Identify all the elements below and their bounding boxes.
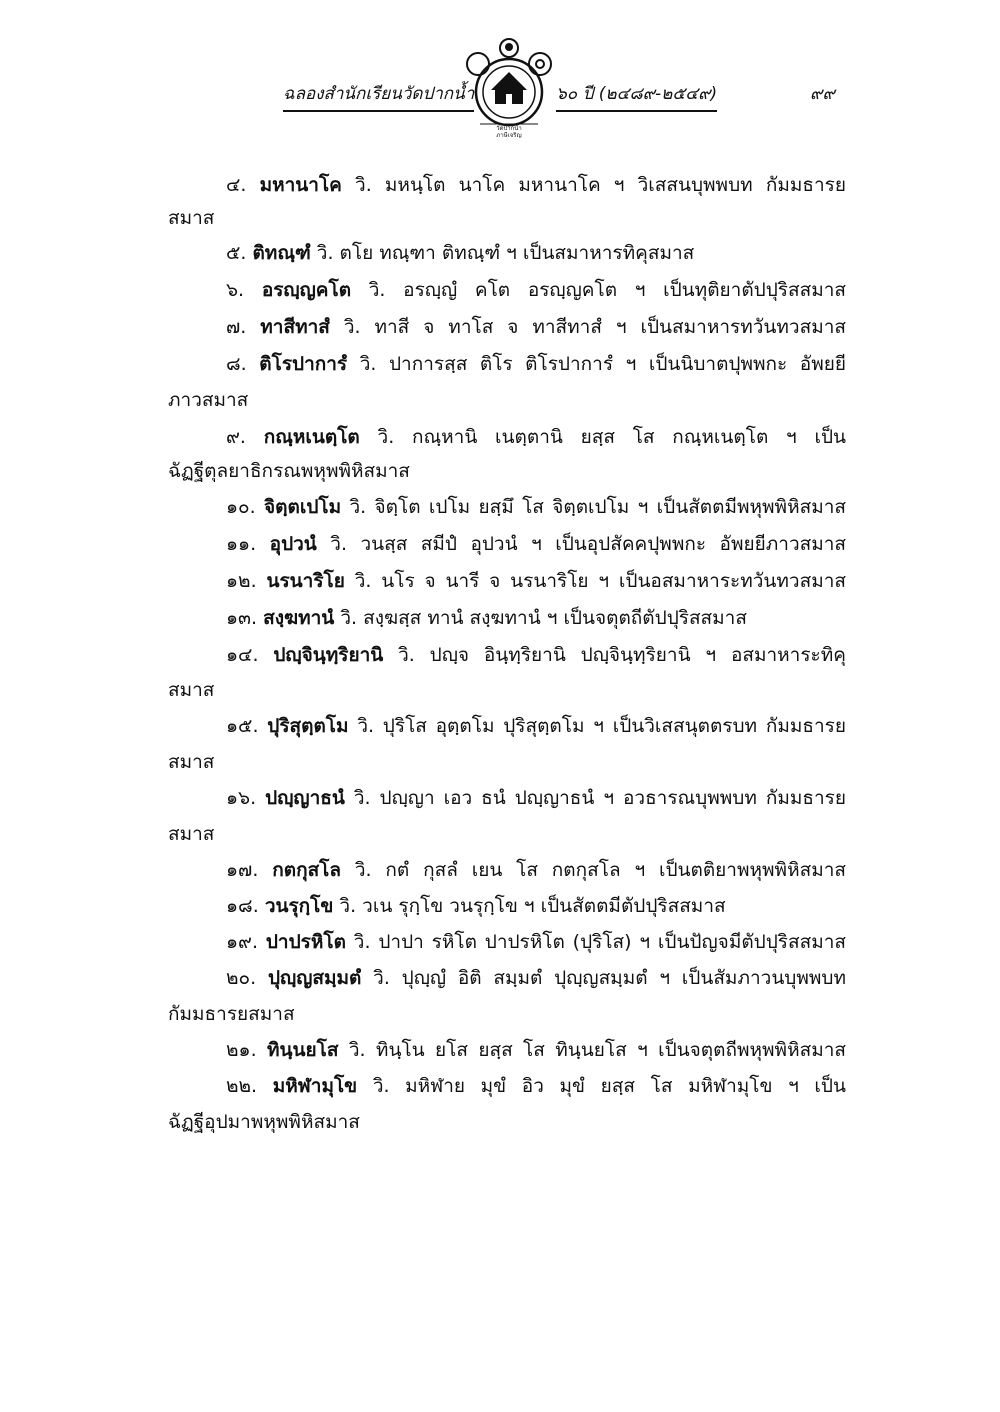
entry-headword: ทินฺนยโส <box>267 1039 339 1061</box>
entry-analysis: วิ. วเน รุกฺโข วนรุกฺโข ฯ เป็นสัตตมีตัปปุริสสมาส <box>339 895 726 917</box>
entry-number: ๔. <box>226 174 247 196</box>
entry-headword: จิตฺตเปโม <box>264 496 342 518</box>
running-header-years: ๖๐ ปี (๒๔๘๙-๒๕๔๙) <box>556 80 717 112</box>
entry-number: ๖. <box>226 279 245 301</box>
entry-number: ๑๙. <box>226 931 259 953</box>
entry-continuation: ฉัฏฐีตุลยาธิกรณพหุพพิหิสมาส <box>168 460 410 482</box>
entry-analysis: วิ. กณฺหานิ เนตฺตานิ ยสฺส โส กณฺหเนตฺโต ฯ เป็น <box>377 426 847 448</box>
entry-analysis: วิ. จิตฺโต เปโม ยสฺมึ โส จิตฺตเปโม ฯ เป็นสัตตมีพหุพพิหิสมาส <box>349 496 846 518</box>
entry-headword: ปญฺจินฺทฺริยานิ <box>273 644 384 666</box>
entry-number: ๑๔. <box>226 644 259 666</box>
entry-number: ๑๕. <box>226 715 259 737</box>
entry-analysis: วิ. วนสฺส สมีปํ อุปวนํ ฯ เป็นอุปสัคคปุพพกะ อัพยยีภาวสมาส <box>330 533 846 555</box>
entry-headword: อุปวนํ <box>269 533 317 555</box>
entry-line <box>226 711 846 741</box>
entry-line <box>226 783 846 813</box>
entry-continuation: สมาส <box>168 751 215 773</box>
entry-line <box>226 566 846 596</box>
entry-headword: มหานาโค <box>259 174 342 196</box>
entry-analysis: วิ. กตํ กุสลํ เยน โส กตกุสโล ฯ เป็นตติยาพหุพพิหิสมาส <box>354 859 846 881</box>
entry-headword: ปญฺญาธนํ <box>265 787 345 809</box>
entry-analysis: วิ. ปุริโส อุตฺตโม ปุริสุตฺตโม ฯ เป็นวิเสสนุตตรบท กัมมธารย <box>357 715 846 737</box>
entry-analysis: วิ. มหนฺโต นาโค มหานาโค ฯ วิเสสนบุพพบท กัมมธารย <box>355 174 846 196</box>
entry-headword: วนรุกฺโข <box>264 895 334 917</box>
entry-line <box>226 312 846 342</box>
entry-line <box>226 349 846 379</box>
entry-continuation: กัมมธารยสมาส <box>168 1003 295 1025</box>
entry-analysis: วิ. มหิฬาย มุขํ อิว มุขํ ยสฺส โส มหิฬามุโข ฯ เป็น <box>372 1075 846 1097</box>
entry-line <box>226 963 846 993</box>
entry-continuation: สมาส <box>168 207 215 229</box>
entry-number: ๑๘. <box>226 895 259 917</box>
entry-number: ๑๒. <box>226 570 257 592</box>
temple-seal-emblem <box>462 34 556 138</box>
entry-analysis: วิ. อรญฺญํ คโต อรญฺญคโต ฯ เป็นทุติยาตัปปุริสสมาส <box>368 279 846 301</box>
entry-number: ๒๒. <box>226 1075 258 1097</box>
entry-line <box>226 927 846 957</box>
entry-line <box>226 492 846 522</box>
entry-analysis: วิ. ปาการสฺส ติโร ติโรปาการํ ฯ เป็นนิบาตปุพพกะ อัพยยี <box>359 353 847 375</box>
entry-headword: กณฺหเนตฺโต <box>263 426 360 448</box>
entry-line <box>226 855 846 885</box>
entry-continuation: สมาส <box>168 679 215 701</box>
entry-headword: ทาสีทาสํ <box>260 316 330 338</box>
entry-number: ๑๗. <box>226 859 259 881</box>
running-header-title: ฉลองสำนักเรียนวัดปากน้ำ <box>283 80 474 112</box>
entry-continuation: สมาส <box>168 823 215 845</box>
entry-line <box>226 603 846 633</box>
entry-headword: ติโรปาการํ <box>259 353 348 375</box>
seal-text-line1: วัดปากน้ำ <box>496 125 522 132</box>
entry-line <box>226 275 846 305</box>
entry-number: ๕. <box>226 242 247 264</box>
entry-number: ๑๓. <box>226 607 258 629</box>
entry-analysis: วิ. นโร จ นารี จ นรนาริโย ฯ เป็นอสมาหาระทวันทวสมาส <box>354 570 846 592</box>
entry-headword: ติทณฺฑํ <box>252 242 311 264</box>
entry-analysis: วิ. สงฺฆสฺส ทานํ สงฺฆทานํ ฯ เป็นจตุตถีตัปปุริสสมาส <box>340 607 747 629</box>
entry-number: ๑๐. <box>226 496 256 518</box>
entry-analysis: วิ. ตโย ทณฺฑา ติทณฺฑํ ฯ เป็นสมาหารทิคุสมาส <box>316 242 695 264</box>
entry-headword: กตกุสโล <box>272 859 342 881</box>
entry-headword: ปาปรหิโต <box>265 931 346 953</box>
entry-headword: สงฺฆทานํ <box>263 607 335 629</box>
entry-line <box>226 170 846 200</box>
entry-number: ๑๑. <box>226 533 257 555</box>
entry-analysis: วิ. ปญฺจ อินฺทฺริยานิ ปญฺจินฺทฺริยานิ ฯ อสมาหาระทิคุ <box>398 644 846 666</box>
entry-line <box>226 1035 846 1065</box>
entry-number: ๘. <box>226 353 247 375</box>
entry-number: ๑๖. <box>226 787 257 809</box>
entry-line <box>226 891 846 921</box>
entry-line <box>226 422 846 452</box>
entry-number: ๒๑. <box>226 1039 257 1061</box>
entry-line <box>226 238 846 268</box>
entry-line <box>226 529 846 559</box>
entry-headword: มหิฬามุโข <box>272 1075 358 1097</box>
entry-headword: ปุญฺญสมฺมตํ <box>267 967 362 989</box>
entry-number: ๗. <box>226 316 247 338</box>
entry-line <box>226 640 846 670</box>
entry-line <box>226 1071 846 1101</box>
entry-number: ๒๐. <box>226 967 257 989</box>
entry-analysis: วิ. ปาปา รหิโต ปาปรหิโต (ปุริโส) ฯ เป็นปัญจมีตัปปุริสสมาส <box>353 931 846 953</box>
entry-continuation: ฉัฏฐีอุปมาพหุพพิหิสมาส <box>168 1111 360 1133</box>
entry-analysis: วิ. ทินฺโน ยโส ยสฺส โส ทินฺนยโส ฯ เป็นจตุตถีพหุพพิหิสมาส <box>348 1039 846 1061</box>
entry-continuation: ภาวสมาส <box>168 389 249 411</box>
entry-analysis: วิ. ปุญฺญํ อิติ สมฺมตํ ปุญฺญสมฺมตํ ฯ เป็นสัมภาวนบุพพบท <box>373 967 846 989</box>
entry-analysis: วิ. ทาสี จ ทาโส จ ทาสีทาสํ ฯ เป็นสมาหารทวันทวสมาส <box>343 316 846 338</box>
page-number: ๙๙ <box>810 84 835 104</box>
entry-headword: นรนาริโย <box>266 570 345 592</box>
entry-headword: อรญฺญคโต <box>261 279 352 301</box>
entry-analysis: วิ. ปญฺญา เอว ธนํ ปญฺญาธนํ ฯ อวธารณบุพพบท กัมมธารย <box>353 787 846 809</box>
entry-number: ๙. <box>226 426 246 448</box>
seal-text-line2: ภาษีเจริญ <box>496 132 522 138</box>
entry-headword: ปุริสุตฺตโม <box>267 715 349 737</box>
